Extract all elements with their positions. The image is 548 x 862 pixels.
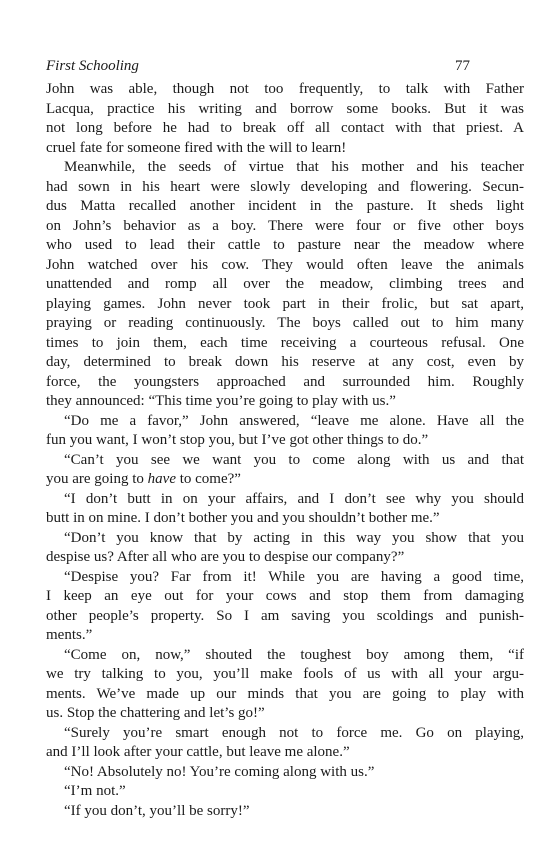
text-line: they announced: “This time you’re going to play with us.” [46,393,396,409]
text-line: praying or reading continuously. The boys called out to him many [46,315,524,331]
text-line: John watched over his cow. They would often leave the animals [46,256,524,273]
text-line: “Don’t you know that by acting in this way you show that you [64,529,524,546]
text-run: you are going to [46,471,148,487]
text-line: despise us? After all who are you to despise our company?” [46,549,405,565]
text-line: ments. We’ve made up our minds that you are going to play with [46,685,524,702]
text-line: on John’s behavior as a boy. There were four or five other boys [46,217,524,234]
text-line: us. Stop the chattering and let’s go!” [46,705,265,721]
text-line [46,470,524,490]
text-run: to come?” [175,471,241,487]
body-text [46,80,524,821]
text-line: force, the youngsters approached and surrounded him. Roughly [46,373,524,390]
text-line: Lacqua, practice his writing and borrow some books. But it was [46,100,524,117]
text-line: “Despise you? Far from it! While you are having a good time, [64,568,524,585]
text-line: I keep an eye out for your cows and stop them from damaging [46,588,524,604]
running-header [46,58,470,75]
text-line: “Do me a favor,” John answered, “leave me alone. Have all the [64,412,524,429]
text-line: John was able, though not too frequently, to talk with Father [46,81,524,97]
text-line: other people’s property. So I am saving you scoldings and punish- [46,607,524,624]
text-line: day, determined to break down his reserve at any cost, even by [46,354,524,370]
text-line: butt in on mine. I don’t bother you and you shouldn’t bother me.” [46,510,440,526]
text-line: and I’ll look after your cattle, but leave me alone.” [46,744,350,760]
text-line: “I don’t butt in on your affairs, and I don’t see why you should [64,490,524,507]
text-line: “I’m not.” [64,783,126,799]
text-line: not long before he had to break off all contact with that priest. A [46,120,524,136]
text-line: “No! Absolutely no! You’re coming along with us.” [64,763,375,780]
text-line: who used to lead their cattle to pasture near the meadow where [46,237,524,253]
text-line: had sown in his heart were slowly developing and flowering. Secun- [46,178,524,195]
text-line: times to join them, each time receiving a courteous refusal. One [46,334,524,351]
text-line: “Come on, now,” shouted the toughest boy among them, “if [64,646,524,663]
text-line: “Surely you’re smart enough not to force me. Go on playing, [64,724,524,741]
text-line: playing games. John never took part in their frolic, but sat apart, [46,295,524,312]
page-number: 77 [455,58,470,74]
text-line: ments.” [46,627,93,643]
italic-word: have [147,471,176,487]
text-line: unattended and romp all over the meadow, climbing trees and [46,276,524,292]
chapter-title: First Schooling [46,58,139,74]
text-line: “Can’t you see we want you to come along with us and that [64,451,524,468]
text-line: “If you don’t, you’ll be sorry!” [64,802,250,819]
text-line: fun you want, I won’t stop you, but I’ve got other things to do.” [46,432,429,448]
text-line: we try talking to you, you’ll make fools of us with all your argu- [46,666,524,682]
text-line: dus Matta recalled another incident in the pasture. It sheds light [46,198,524,214]
text-line: cruel fate for someone fired with the will to learn! [46,139,347,156]
text-line: Meanwhile, the seeds of virtue that his mother and his teacher [64,159,524,175]
